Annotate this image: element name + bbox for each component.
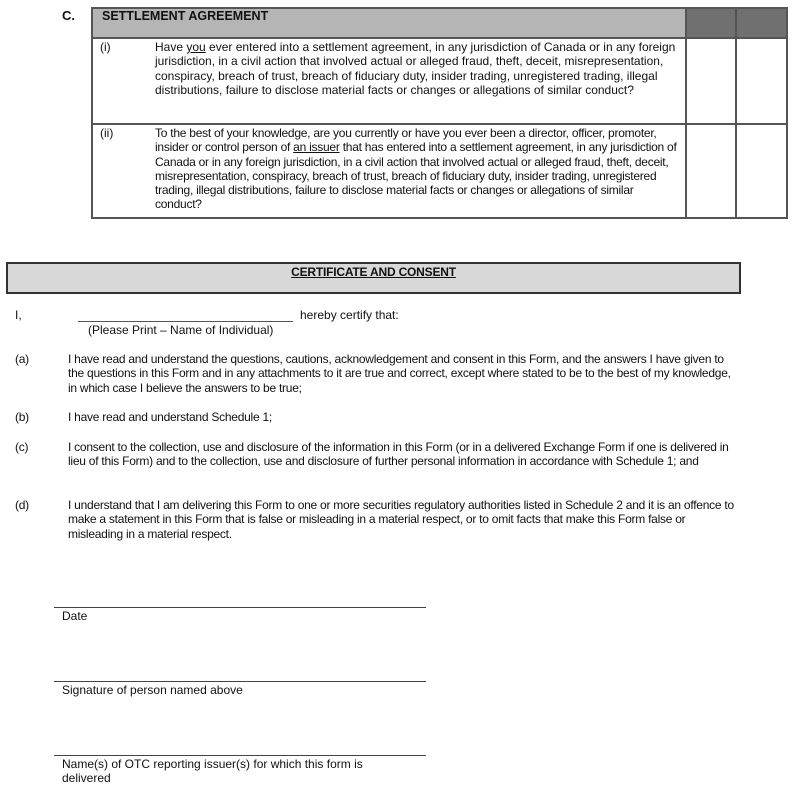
question-text [155, 125, 685, 212]
name-caption: (Please Print – Name of Individual) [88, 323, 274, 337]
question-row [92, 124, 787, 218]
no-column-header [736, 8, 787, 38]
answer-yes-box[interactable] [686, 124, 736, 218]
certification-item-d [15, 498, 735, 541]
issuer-names-label: Name(s) of OTC reporting issuer(s) for which this form is delivered [62, 757, 363, 785]
item-label: (c) [15, 440, 29, 454]
item-text: I understand that I am delivering this Form to one or more securities regulatory authorities listed in Schedule 2 and it is an offence to make a statement in this Form that is false or misleading in a material respect, or to omit facts that make this Form false or misleading in a material respect. [68, 498, 734, 541]
intro-label: I, [15, 308, 22, 322]
issuer-names-field[interactable] [54, 738, 426, 754]
section-title: SETTLEMENT AGREEMENT [92, 8, 686, 38]
section-letter: C. [62, 8, 75, 23]
item-text: I have read and understand Schedule 1; [68, 410, 272, 424]
signature-label: Signature of person named above [62, 683, 243, 697]
question-emphasis: an issuer [293, 140, 340, 155]
certification-item-b [15, 410, 735, 424]
question-text-part: Have [155, 40, 187, 54]
issuer-names-line [54, 755, 426, 756]
certificate-header-bar [6, 262, 741, 294]
signature-field[interactable] [54, 664, 426, 680]
certificate-title: CERTIFICATE AND CONSENT [291, 265, 456, 279]
item-label: (d) [15, 498, 29, 512]
table-header-row [92, 8, 787, 38]
individual-name-field[interactable] [78, 306, 293, 320]
certification-item-c [15, 440, 735, 469]
date-line [54, 607, 426, 608]
date-label: Date [62, 609, 88, 623]
item-text: I consent to the collection, use and disclosure of the information in this Form (or in a delivered Exchange Form if one is delivered in lieu of this Form) and to the collection, use and disclosure of further personal information in accordance with Schedule 1; and [68, 440, 729, 469]
question-emphasis: you [186, 40, 206, 54]
question-text-part: ever entered into a settlement agreement, in any jurisdiction of Canada or in any foreign jurisdiction, in a civil action that involved actual or alleged fraud, theft, deceit, misrepresentation, conspiracy, breach of trust, breach of fiduciary duty, insider trading, unregistered trading, illegal distributions, failure to disclose material facts or changes or allegations of similar conduct? [155, 40, 676, 97]
signature-line [54, 681, 426, 682]
question-text-part: To the best of your knowledge, are you currently or have you ever been a director, officer, promoter, insider or control person of [155, 126, 657, 155]
answer-no-box[interactable] [736, 38, 787, 124]
certify-text: hereby certify that: [300, 308, 399, 322]
question-number: (ii) [100, 126, 114, 140]
question-text-part: that has entered into a settlement agreement, in any jurisdiction of Canada or in any foreign jurisdiction, in a civil action that involved actual or alleged fraud, theft, deceit, misrepresentation, conspiracy, breach of trust, breach of fiduciary duty, insider trading, unregistered trading, illegal distributions, failure to disclose material facts or changes or allegations of similar conduct? [155, 140, 677, 212]
yes-column-header [686, 8, 736, 38]
answer-no-box[interactable] [736, 124, 787, 218]
date-field[interactable] [54, 590, 426, 606]
name-underline [78, 321, 293, 322]
question-row [92, 38, 787, 124]
question-cell [92, 124, 686, 218]
question-cell [92, 38, 686, 124]
item-label: (a) [15, 352, 29, 366]
question-number: (i) [100, 40, 111, 54]
answer-yes-box[interactable] [686, 38, 736, 124]
question-text [155, 39, 685, 97]
item-text: I have read and understand the questions, cautions, acknowledgement and consent in this Form, and the answers I have given to the questions in this Form and in any attachments to it are true and correct, except where stated to be to the best of my knowledge, in which case I believe the answers to be true; [68, 352, 731, 395]
item-label: (b) [15, 410, 29, 424]
certification-item-a [15, 352, 735, 395]
settlement-agreement-table [91, 7, 788, 219]
